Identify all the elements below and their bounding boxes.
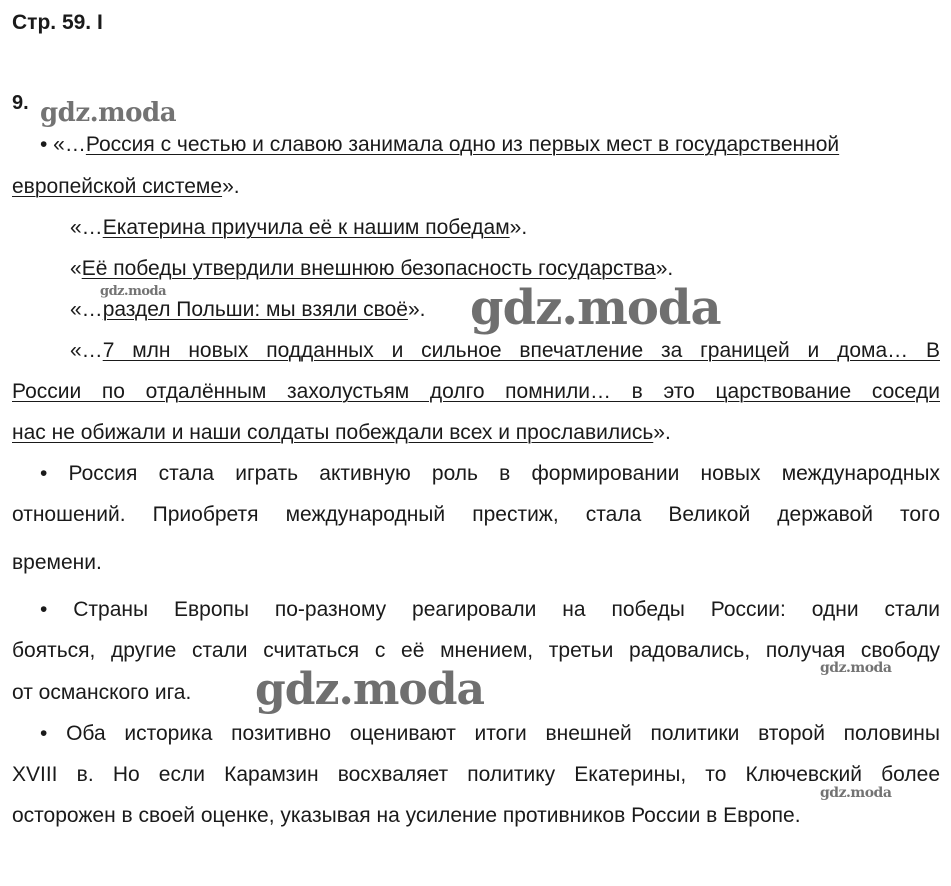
paragraph-4-line-3: осторожен в своей оценке, указывая на усиление противников России в Европе.	[12, 804, 801, 827]
paragraph-2-line-1: • Россия стала играть активную роль в формировании новых международных	[40, 462, 940, 485]
quote-1-line-1	[40, 133, 940, 157]
watermark-logo-small: gdz.moda	[100, 284, 167, 299]
quote-4	[70, 298, 425, 322]
quote-5-line-2	[12, 380, 940, 404]
task-number: 9.	[12, 92, 29, 114]
quote-3-underlined: Её победы утвердили внешнюю безопасность государства	[81, 257, 656, 280]
quote-1-prefix: • «…	[40, 133, 86, 156]
watermark-logo: gdz.moda	[40, 98, 177, 128]
quote-3	[70, 257, 673, 281]
paragraph-3-line-3: от османского ига.	[12, 681, 192, 704]
quote-4-suffix: ».	[407, 298, 426, 321]
paragraph-2-line-2: отношений. Приобретя международный престиж, стала Великой державой того	[12, 503, 940, 526]
quote-2	[70, 216, 527, 240]
quote-5-line-3	[12, 421, 671, 445]
quote-5-suffix: ».	[653, 421, 671, 444]
quote-5-underlined-3: нас не обижали и наши солдаты побеждали всех и прославились	[12, 421, 654, 444]
quote-2-suffix: ».	[509, 216, 528, 239]
page-title: Стр. 59. I	[12, 11, 103, 34]
quote-2-underlined: Екатерина приучила её к нашим победам	[102, 216, 510, 239]
quote-5-prefix: «…	[70, 339, 103, 362]
quote-5-underlined-2: России по отдалённым захолустьям долго помнили… в это царствование соседи	[12, 380, 940, 403]
watermark-logo-small: gdz.moda	[820, 785, 892, 801]
paragraph-3-line-1: • Страны Европы по-разному реагировали на победы России: одни стали	[40, 598, 940, 621]
watermark-logo-large: gdz.moda	[470, 280, 721, 336]
paragraph-3-line-2: бояться, другие стали считаться с её мнением, третьи радовались, получая свободу	[12, 639, 940, 662]
quote-2-prefix: «…	[70, 216, 103, 239]
quote-4-prefix: «…	[70, 298, 103, 321]
watermark-logo-large: gdz.moda	[255, 664, 485, 715]
watermark-logo-small: gdz.moda	[820, 660, 892, 676]
quote-4-underlined: раздел Польши: мы взяли своё	[102, 298, 408, 321]
quote-5-line-1	[70, 339, 940, 363]
quote-1-suffix: ».	[222, 175, 240, 198]
paragraph-2-line-3: времени.	[12, 551, 102, 574]
quote-3-suffix: ».	[655, 257, 674, 280]
paragraph-4-line-1: • Оба историка позитивно оценивают итоги внешней политики второй половины	[40, 722, 940, 745]
quote-1-underlined-2: европейской системе	[12, 175, 223, 198]
quote-1-line-2	[12, 175, 240, 199]
quote-1-underlined-1: Россия с честью и славою занимала одно из первых мест в государственной	[85, 133, 840, 156]
quote-3-prefix: «	[70, 257, 82, 280]
paragraph-4-line-2: XVIII в. Но если Карамзин восхваляет политику Екатерины, то Ключевский более	[12, 763, 940, 786]
quote-5-underlined-1: 7 млн новых подданных и сильное впечатление за границей и дома… В	[102, 339, 940, 362]
